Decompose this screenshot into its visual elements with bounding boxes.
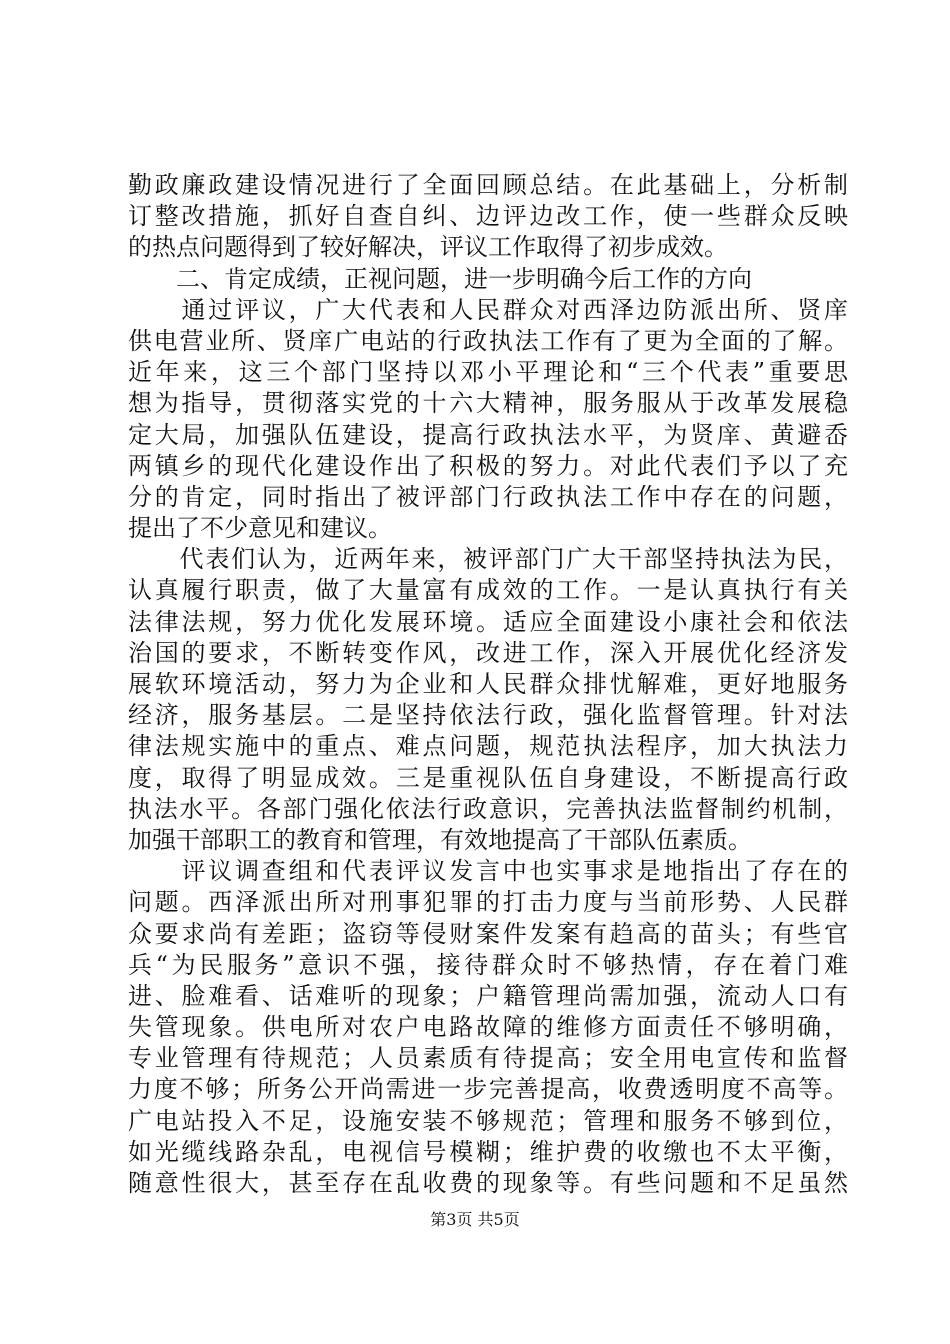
text-line: 治国的要求，不断转变作风，改进工作，深入开展优化经济发 [128, 638, 848, 667]
text-line: 供电营业所、贤庠广电站的行政执法工作有了更为全面的了解。 [128, 326, 848, 355]
text-line: 近年来，这三个部门坚持以邓小平理论和“三个代表”重要思 [128, 358, 848, 387]
text-line: 众要求尚有差距；盗窃等侵财案件发案有趋高的苗头；有些官 [128, 919, 848, 948]
text-line: 评议调查组和代表评议发言中也实事求是地指出了存在的 [128, 857, 848, 886]
text-line: 广电站投入不足，设施安装不够规范；管理和服务不够到位， [128, 1106, 848, 1135]
text-line: 定大局，加强队伍建设，提高行政执法水平，为贤庠、黄避岙 [128, 420, 848, 449]
text-line: 执法水平。各部门强化依法行政意识，完善执法监督制约机制， [128, 794, 848, 823]
text-line: 分的肯定，同时指出了被评部门行政执法工作中存在的问题， [128, 482, 848, 511]
text-line: 想为指导，贯彻落实党的十六大精神，服务服从于改革发展稳 [128, 389, 848, 418]
text-line: 加强干部职工的教育和管理，有效地提高了干部队伍素质。 [128, 825, 752, 854]
text-line: 经济，服务基层。二是坚持依法行政，强化监督管理。针对法 [128, 701, 848, 730]
text-line: 律法规实施中的重点、难点问题，规范执法程序，加大执法力 [128, 732, 848, 761]
text-line: 代表们认为，近两年来，被评部门广大干部坚持执法为民， [128, 545, 848, 574]
text-line: 的热点问题得到了较好解决，评议工作取得了初步成效。 [128, 233, 728, 262]
text-line: 问题。西泽派出所对刑事犯罪的打击力度与当前形势、人民群 [128, 888, 848, 917]
text-line: 度，取得了明显成效。三是重视队伍自身建设，不断提高行政 [128, 763, 848, 792]
text-line: 法律法规，努力优化发展环境。适应全面建设小康社会和依法 [128, 607, 848, 636]
text-line: 提出了不少意见和建议。 [128, 514, 392, 543]
text-line: 专业管理有待规范；人员素质有待提高；安全用电宣传和监督 [128, 1044, 848, 1073]
text-line: 展软环境活动，努力为企业和人民群众排忧解难，更好地服务 [128, 670, 848, 698]
text-line: 订整改措施，抓好自查自纠、边评边改工作，使一些群众反映 [128, 202, 848, 231]
page-number-footer: 第3页 共5页 [430, 1210, 520, 1229]
text-line: 两镇乡的现代化建设作出了积极的努力。对此代表们予以了充 [128, 451, 848, 480]
body-text [128, 170, 848, 1199]
section-heading: 二、肯定成绩，正视问题，进一步明确今后工作的方向 [128, 264, 752, 293]
text-line: 如光缆线路杂乱，电视信号模糊；维护费的收缴也不太平衡， [128, 1137, 848, 1166]
text-line: 失管现象。供电所对农户电路故障的维修方面责任不够明确， [128, 1013, 848, 1042]
text-line: 认真履行职责，做了大量富有成效的工作。一是认真执行有关 [128, 576, 848, 605]
text-line: 兵“为民服务”意识不强，接待群众时不够热情，存在着门难 [128, 950, 848, 979]
text-line: 随意性很大，甚至存在乱收费的现象等。有些问题和不足虽然 [128, 1169, 848, 1197]
text-line: 通过评议，广大代表和人民群众对西泽边防派出所、贤庠 [128, 295, 848, 324]
text-line: 进、脸难看、话难听的现象；户籍管理尚需加强，流动人口有 [128, 981, 848, 1010]
text-line: 力度不够；所务公开尚需进一步完善提高，收费透明度不高等。 [128, 1075, 848, 1104]
text-line: 勤政廉政建设情况进行了全面回顾总结。在此基础上，分析制 [128, 171, 848, 199]
